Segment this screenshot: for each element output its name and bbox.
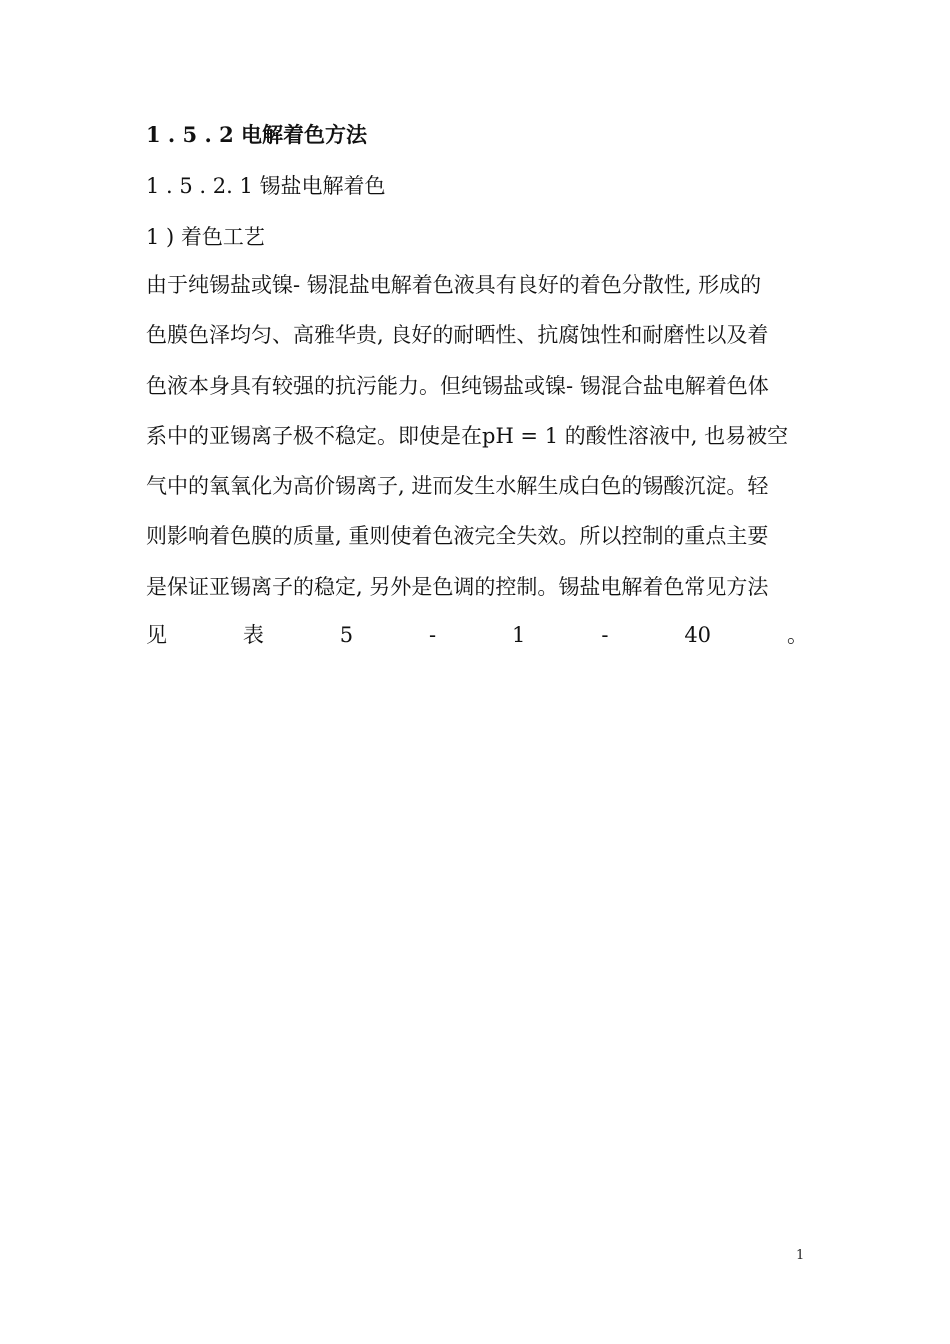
paragraph-line: 色液本身具有较强的抗污能力。但纯锡盐或镍- 锡混合盐电解着色体 — [146, 374, 769, 398]
section-heading: 1 . 5 . 2 电解着色方法 — [146, 122, 368, 147]
last-line-token: 40 — [684, 623, 712, 647]
sub-subsection-heading: 1 ) 着色工艺 — [146, 225, 265, 249]
page-number: 1 — [796, 1248, 805, 1263]
paragraph-line: 由于纯锡盐或镍- 锡混盐电解着色液具有良好的着色分散性, 形成的 — [146, 273, 762, 297]
last-line-token: 见 — [146, 623, 167, 647]
paragraph-line: 色膜色泽均匀、高雅华贵, 良好的耐晒性、抗腐蚀性和耐磨性以及着 — [146, 323, 769, 347]
last-line-token: - — [601, 623, 609, 647]
paragraph-line: 气中的氧氧化为高价锡离子, 进而发生水解生成白色的锡酸沉淀。轻 — [146, 474, 769, 498]
paragraph-line: 系中的亚锡离子极不稳定。即使是在pH = 1 的酸性溶液中, 也易被空 — [146, 424, 789, 448]
last-line-token: 1 — [512, 623, 526, 647]
last-line-token: 5 — [339, 623, 354, 647]
subsection-heading: 1 . 5 . 2. 1 锡盐电解着色 — [146, 174, 386, 198]
paragraph-last-line — [146, 620, 808, 650]
last-line-token: 表 — [242, 623, 264, 647]
paragraph-line: 是保证亚锡离子的稳定, 另外是色调的控制。锡盐电解着色常见方法 — [146, 575, 769, 599]
last-line-token: - — [429, 623, 437, 647]
last-line-token: 。 — [786, 623, 808, 647]
paragraph-line: 则影响着色膜的质量, 重则使着色液完全失效。所以控制的重点主要 — [146, 524, 769, 548]
